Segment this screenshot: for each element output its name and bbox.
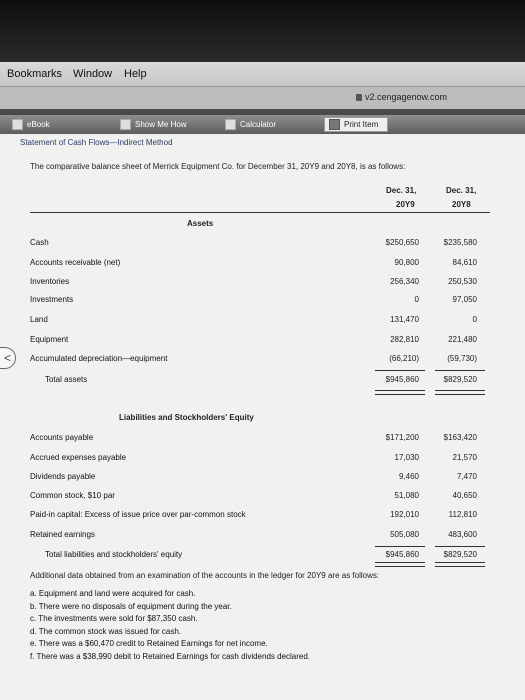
col-header-2-line1: Dec. 31, — [446, 186, 477, 195]
asset-row-label: Land — [30, 315, 48, 324]
menu-window[interactable]: Window — [73, 68, 113, 80]
total-assets-20y9: $945,860 — [385, 375, 419, 384]
additional-data-item: d. The common stock was issued for cash. — [30, 626, 182, 636]
video-icon — [120, 119, 131, 130]
liability-row-20y8: 21,570 — [452, 453, 477, 462]
total-liabilities-label: Total liabilities and stockholders' equity — [45, 550, 183, 559]
ebook-label: eBook — [27, 120, 50, 129]
asset-row-20y9: 0 — [414, 295, 419, 304]
liab-double-rule-2 — [435, 562, 485, 567]
liability-row-20y9: $171,200 — [385, 433, 419, 442]
page-heading: Statement of Cash Flows—Indirect Method — [20, 138, 173, 147]
menu-bookmarks[interactable]: Bookmarks — [7, 68, 63, 80]
liability-row-20y8: 483,600 — [448, 530, 477, 539]
assets-subtotal-rule-1 — [375, 370, 425, 371]
total-liabilities-20y9: $945,860 — [385, 550, 419, 559]
assets-double-rule-2 — [435, 390, 485, 395]
show-me-how-button[interactable] — [120, 119, 187, 130]
url-text: v2.cengagenow.com — [365, 92, 448, 102]
asset-row-20y8: 97,050 — [452, 295, 477, 304]
asset-row-20y8: 84,610 — [452, 258, 477, 267]
col-header-1-line2: 20Y9 — [396, 200, 415, 209]
additional-data-item: b. There were no disposals of equipment during the year. — [30, 601, 232, 611]
liability-row-label: Paid-in capital: Excess of issue price over par-common stock — [30, 510, 246, 519]
header-rule — [30, 212, 490, 213]
asset-row-label: Accounts receivable (net) — [30, 258, 121, 267]
book-icon — [12, 119, 23, 130]
asset-row-label: Investments — [30, 295, 74, 304]
col-header-2-line2: 20Y8 — [452, 200, 471, 209]
liab-double-rule-1 — [375, 562, 425, 567]
back-arrow-icon[interactable]: < — [0, 347, 16, 369]
total-assets-label: Total assets — [45, 375, 88, 384]
liability-row-20y9: 505,080 — [390, 530, 419, 539]
asset-row-20y8: (59,730) — [447, 354, 477, 363]
print-icon — [329, 119, 340, 130]
asset-row-label: Equipment — [30, 335, 69, 344]
liability-row-label: Retained earnings — [30, 530, 95, 539]
liability-row-label: Accrued expenses payable — [30, 453, 127, 462]
ebook-button[interactable] — [12, 119, 50, 130]
menu-help[interactable]: Help — [124, 68, 147, 80]
asset-row-20y9: 131,470 — [390, 315, 419, 324]
liability-row-20y8: 112,810 — [448, 510, 477, 519]
liab-subtotal-rule-1 — [375, 546, 425, 547]
liability-row-label: Dividends payable — [30, 472, 96, 481]
print-item-button[interactable] — [324, 117, 388, 132]
liability-row-20y9: 51,080 — [394, 491, 419, 500]
assets-double-rule-1 — [375, 390, 425, 395]
calculator-icon — [225, 119, 236, 130]
liability-row-label: Common stock, $10 par — [30, 491, 115, 500]
col-header-1-line1: Dec. 31, — [386, 186, 417, 195]
total-assets-20y8: $829,520 — [443, 375, 477, 384]
assets-header: Assets — [187, 219, 214, 228]
asset-row-20y8: 250,530 — [448, 277, 477, 286]
additional-data-item: e. There was a $60,470 credit to Retained Earnings for net income. — [30, 639, 268, 649]
liability-row-20y8: 7,470 — [456, 472, 477, 481]
additional-data-intro: Additional data obtained from an examination of the accounts in the ledger for 20Y9 are as follows: — [30, 571, 380, 580]
asset-row-label: Inventories — [30, 277, 70, 286]
asset-row-20y9: (66,210) — [389, 354, 419, 363]
assets-subtotal-rule-2 — [435, 370, 485, 371]
calculator-label: Calculator — [240, 120, 277, 129]
lock-icon — [356, 94, 362, 101]
show-me-how-label: Show Me How — [135, 120, 187, 129]
asset-row-20y9: 256,340 — [390, 277, 419, 286]
address-bar[interactable] — [0, 87, 525, 109]
intro-text: The comparative balance sheet of Merrick Equipment Co. for December 31, 20Y9 and 20Y8, is as follows: — [30, 162, 406, 171]
asset-row-20y9: 282,810 — [390, 335, 419, 344]
asset-row-20y9: $250,650 — [385, 238, 419, 247]
dark-top-area — [0, 0, 525, 62]
print-item-label: Print Item — [344, 120, 379, 129]
liability-row-20y9: 192,010 — [390, 510, 419, 519]
asset-row-20y9: 90,800 — [394, 258, 419, 267]
additional-data-item: f. There was a $38,990 debit to Retained Earnings for cash dividends declared. — [30, 652, 311, 661]
additional-data-item: a. Equipment and land were acquired for cash. — [30, 589, 196, 598]
asset-row-label: Cash — [30, 238, 49, 247]
menu-bar — [0, 62, 525, 87]
liability-row-20y9: 17,030 — [394, 453, 419, 462]
calculator-button[interactable] — [225, 119, 276, 130]
liability-row-label: Accounts payable — [30, 433, 94, 442]
liability-row-20y9: 9,460 — [398, 472, 419, 481]
asset-row-20y8: $235,580 — [443, 238, 477, 247]
toolbar — [0, 115, 525, 134]
additional-data-item: c. The investments were sold for $87,350 cash. — [30, 614, 198, 624]
total-liabilities-20y8: $829,520 — [443, 550, 477, 559]
liability-row-20y8: $163,420 — [443, 433, 477, 442]
asset-row-label: Accumulated depreciation—equipment — [30, 354, 168, 363]
liability-row-20y8: 40,650 — [452, 491, 477, 500]
asset-row-20y8: 221,480 — [448, 335, 477, 344]
liabilities-header: Liabilities and Stockholders' Equity — [119, 413, 254, 422]
problem-content — [0, 134, 525, 700]
asset-row-20y8: 0 — [472, 315, 477, 324]
liab-subtotal-rule-2 — [435, 546, 485, 547]
